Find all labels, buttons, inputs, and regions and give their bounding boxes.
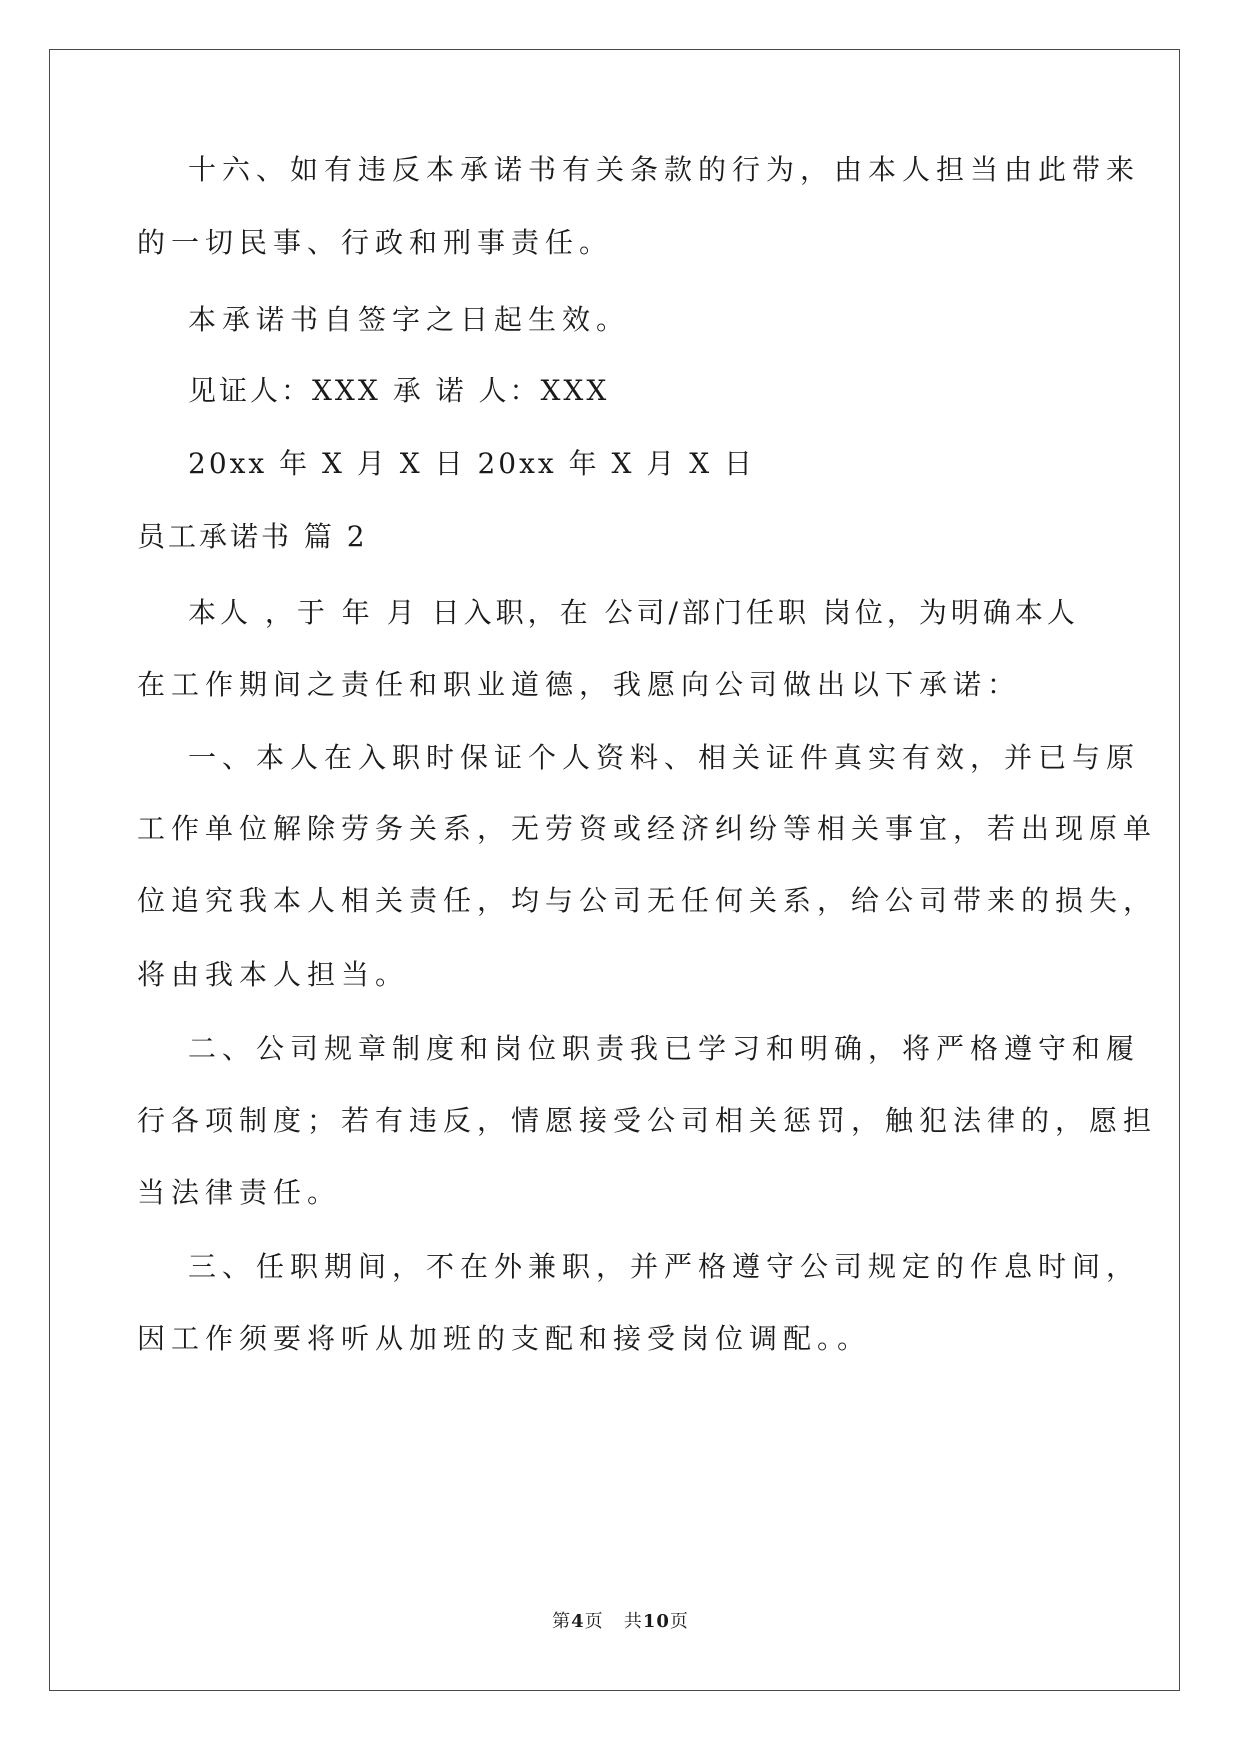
page-number: 4 — [571, 1611, 585, 1632]
text-line: 因工作须要将听从加班的支配和接受岗位调配。。 — [137, 1322, 872, 1355]
section-heading: 员工承诺书 篇 2 — [137, 520, 368, 553]
text-line: 三、任职期间，不在外兼职，并严格遵守公司规定的作息时间， — [188, 1250, 1141, 1283]
text-line: 本承诺书自签字之日起生效。 — [188, 303, 631, 336]
text-line: 将由我本人担当。 — [137, 958, 410, 991]
text-line: 一、本人在入职时保证个人资料、相关证件真实有效，并已与原 — [188, 741, 1141, 774]
text-line: 二、公司规章制度和岗位职责我已学习和明确，将严格遵守和履 — [188, 1032, 1141, 1065]
signature-line: 见证人：XXX 承 诺 人：XXX — [188, 374, 610, 407]
text-line: 当法律责任。 — [137, 1176, 342, 1209]
text-line: 在工作期间之责任和职业道德，我愿向公司做出以下承诺： — [137, 668, 1022, 701]
text-line: 的一切民事、行政和刑事责任。 — [137, 226, 614, 259]
text-line: 位追究我本人相关责任，均与公司无任何关系，给公司带来的损失， — [137, 884, 1158, 917]
text-line: 行各项制度；若有违反，情愿接受公司相关惩罚，触犯法律的，愿担 — [137, 1104, 1158, 1137]
page-border — [49, 49, 1180, 1691]
page-suffix: 页 — [584, 1611, 604, 1632]
page-prefix: 第 — [552, 1611, 572, 1632]
text-line: 本人 ，于 年 月 日入职，在 公司/部门任职 岗位，为明确本人 — [188, 596, 1079, 629]
total-prefix: 共 — [623, 1611, 643, 1632]
text-line: 工作单位解除劳务关系，无劳资或经济纠纷等相关事宜，若出现原单 — [137, 812, 1158, 845]
page-footer — [0, 1610, 1241, 1634]
total-suffix: 页 — [669, 1611, 689, 1632]
total-pages: 10 — [642, 1611, 670, 1632]
text-line: 十六、如有违反本承诺书有关条款的行为，由本人担当由此带来 — [188, 153, 1141, 186]
date-line: 20xx 年 X 月 X 日 20xx 年 X 月 X 日 — [188, 447, 756, 480]
